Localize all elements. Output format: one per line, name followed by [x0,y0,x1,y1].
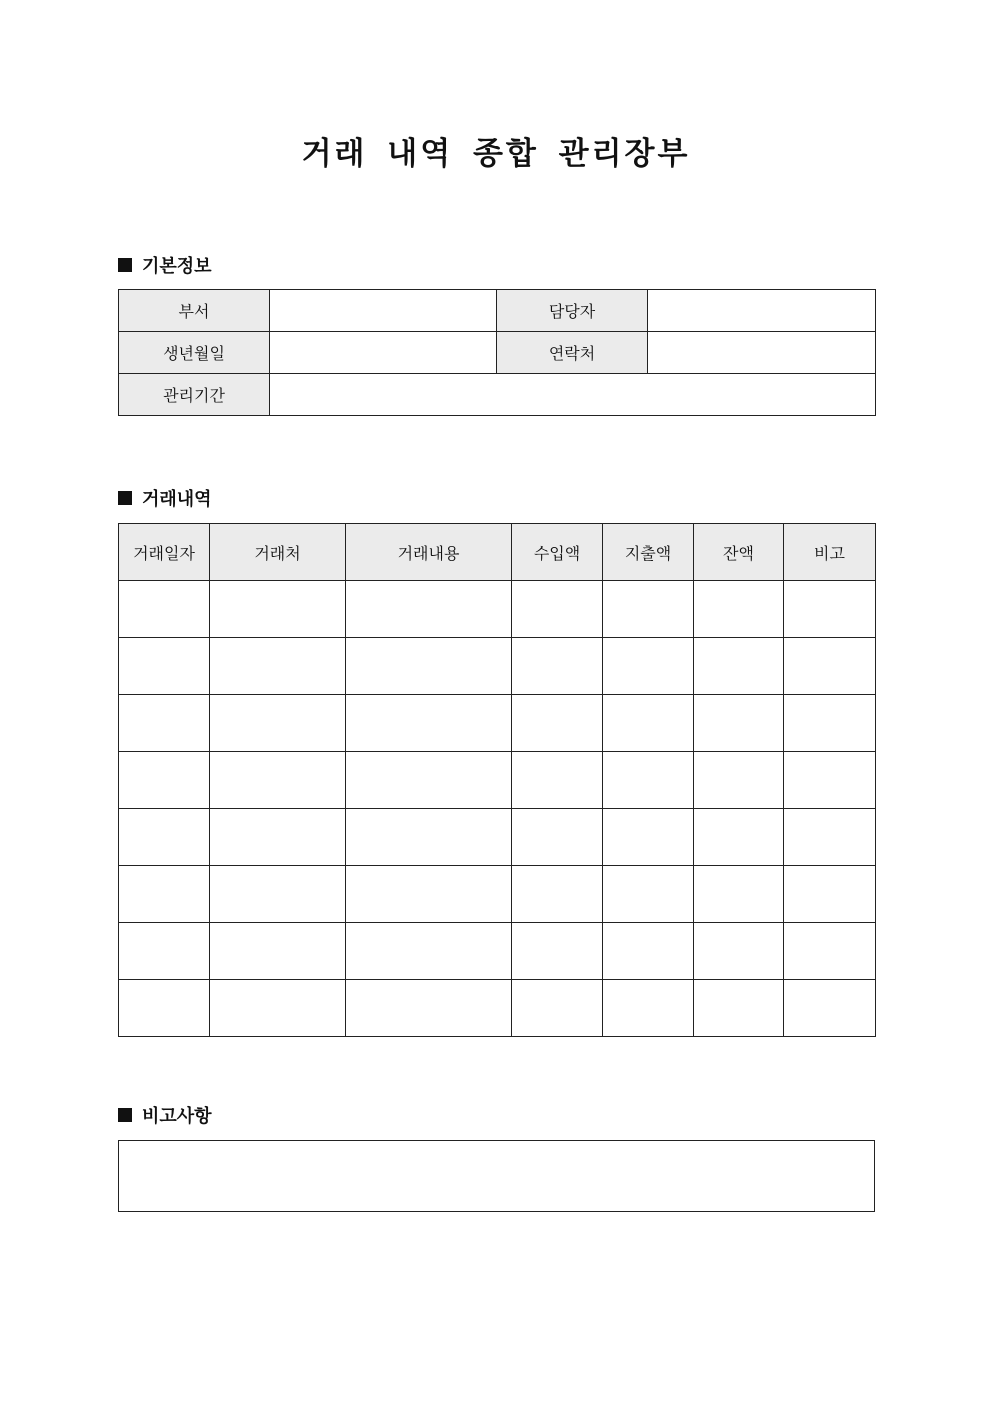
cell-income[interactable] [512,980,603,1037]
cell-partner[interactable] [210,752,346,809]
cell-expense[interactable] [603,923,694,980]
cell-income[interactable] [512,638,603,695]
square-bullet-icon [118,258,132,272]
manager-label: 담당자 [497,290,648,332]
cell-income[interactable] [512,809,603,866]
manager-field[interactable] [648,290,876,332]
transactions-table [118,523,876,1037]
cell-date[interactable] [119,752,210,809]
cell-description[interactable] [346,752,512,809]
cell-partner[interactable] [210,695,346,752]
birthdate-field[interactable] [270,332,497,374]
period-label: 관리기간 [119,374,270,416]
basic-info-row [119,332,876,374]
cell-expense[interactable] [603,581,694,638]
cell-note[interactable] [784,752,876,809]
table-row [119,638,876,695]
table-row [119,866,876,923]
cell-expense[interactable] [603,866,694,923]
column-header-partner: 거래처 [210,524,346,581]
remarks-heading [118,1103,212,1127]
cell-partner[interactable] [210,980,346,1037]
remarks-box[interactable] [118,1140,875,1212]
cell-partner[interactable] [210,638,346,695]
square-bullet-icon [118,491,132,505]
department-label: 부서 [119,290,270,332]
birthdate-label: 생년월일 [119,332,270,374]
cell-note[interactable] [784,980,876,1037]
column-header-date: 거래일자 [119,524,210,581]
cell-balance[interactable] [694,752,784,809]
column-header-description: 거래내용 [346,524,512,581]
cell-date[interactable] [119,923,210,980]
cell-description[interactable] [346,980,512,1037]
document-title: 거래 내역 종합 관리장부 [301,136,691,172]
column-header-income: 수입액 [512,524,603,581]
table-row [119,581,876,638]
table-row [119,923,876,980]
transactions-heading-label: 거래내역 [142,489,212,510]
remarks-heading-label: 비고사항 [142,1106,212,1127]
cell-balance[interactable] [694,923,784,980]
cell-date[interactable] [119,809,210,866]
cell-expense[interactable] [603,980,694,1037]
transactions-header-row [119,524,876,581]
table-row [119,980,876,1037]
cell-description[interactable] [346,638,512,695]
basic-info-row [119,290,876,332]
cell-balance[interactable] [694,866,784,923]
square-bullet-icon [118,1108,132,1122]
cell-date[interactable] [119,980,210,1037]
cell-date[interactable] [119,695,210,752]
cell-income[interactable] [512,581,603,638]
table-row [119,695,876,752]
cell-balance[interactable] [694,695,784,752]
cell-balance[interactable] [694,581,784,638]
cell-balance[interactable] [694,980,784,1037]
contact-label: 연락처 [497,332,648,374]
cell-note[interactable] [784,581,876,638]
cell-date[interactable] [119,581,210,638]
table-row [119,752,876,809]
cell-balance[interactable] [694,638,784,695]
department-field[interactable] [270,290,497,332]
cell-note[interactable] [784,866,876,923]
cell-income[interactable] [512,752,603,809]
basic-info-heading-label: 기본정보 [142,256,212,277]
column-header-balance: 잔액 [694,524,784,581]
column-header-note: 비고 [784,524,876,581]
cell-description[interactable] [346,695,512,752]
cell-income[interactable] [512,923,603,980]
transactions-body [119,581,876,1037]
basic-info-row [119,374,876,416]
cell-partner[interactable] [210,866,346,923]
cell-description[interactable] [346,866,512,923]
basic-info-table [118,289,876,416]
cell-note[interactable] [784,695,876,752]
cell-partner[interactable] [210,923,346,980]
cell-description[interactable] [346,923,512,980]
basic-info-heading [118,253,212,277]
cell-date[interactable] [119,638,210,695]
cell-note[interactable] [784,809,876,866]
cell-partner[interactable] [210,581,346,638]
contact-field[interactable] [648,332,876,374]
cell-income[interactable] [512,695,603,752]
cell-expense[interactable] [603,752,694,809]
period-field[interactable] [270,374,876,416]
cell-description[interactable] [346,809,512,866]
cell-income[interactable] [512,866,603,923]
cell-note[interactable] [784,638,876,695]
cell-description[interactable] [346,581,512,638]
cell-expense[interactable] [603,809,694,866]
cell-expense[interactable] [603,695,694,752]
cell-date[interactable] [119,866,210,923]
cell-partner[interactable] [210,809,346,866]
transactions-heading [118,486,212,510]
column-header-expense: 지출액 [603,524,694,581]
cell-balance[interactable] [694,809,784,866]
cell-expense[interactable] [603,638,694,695]
cell-note[interactable] [784,923,876,980]
table-row [119,809,876,866]
